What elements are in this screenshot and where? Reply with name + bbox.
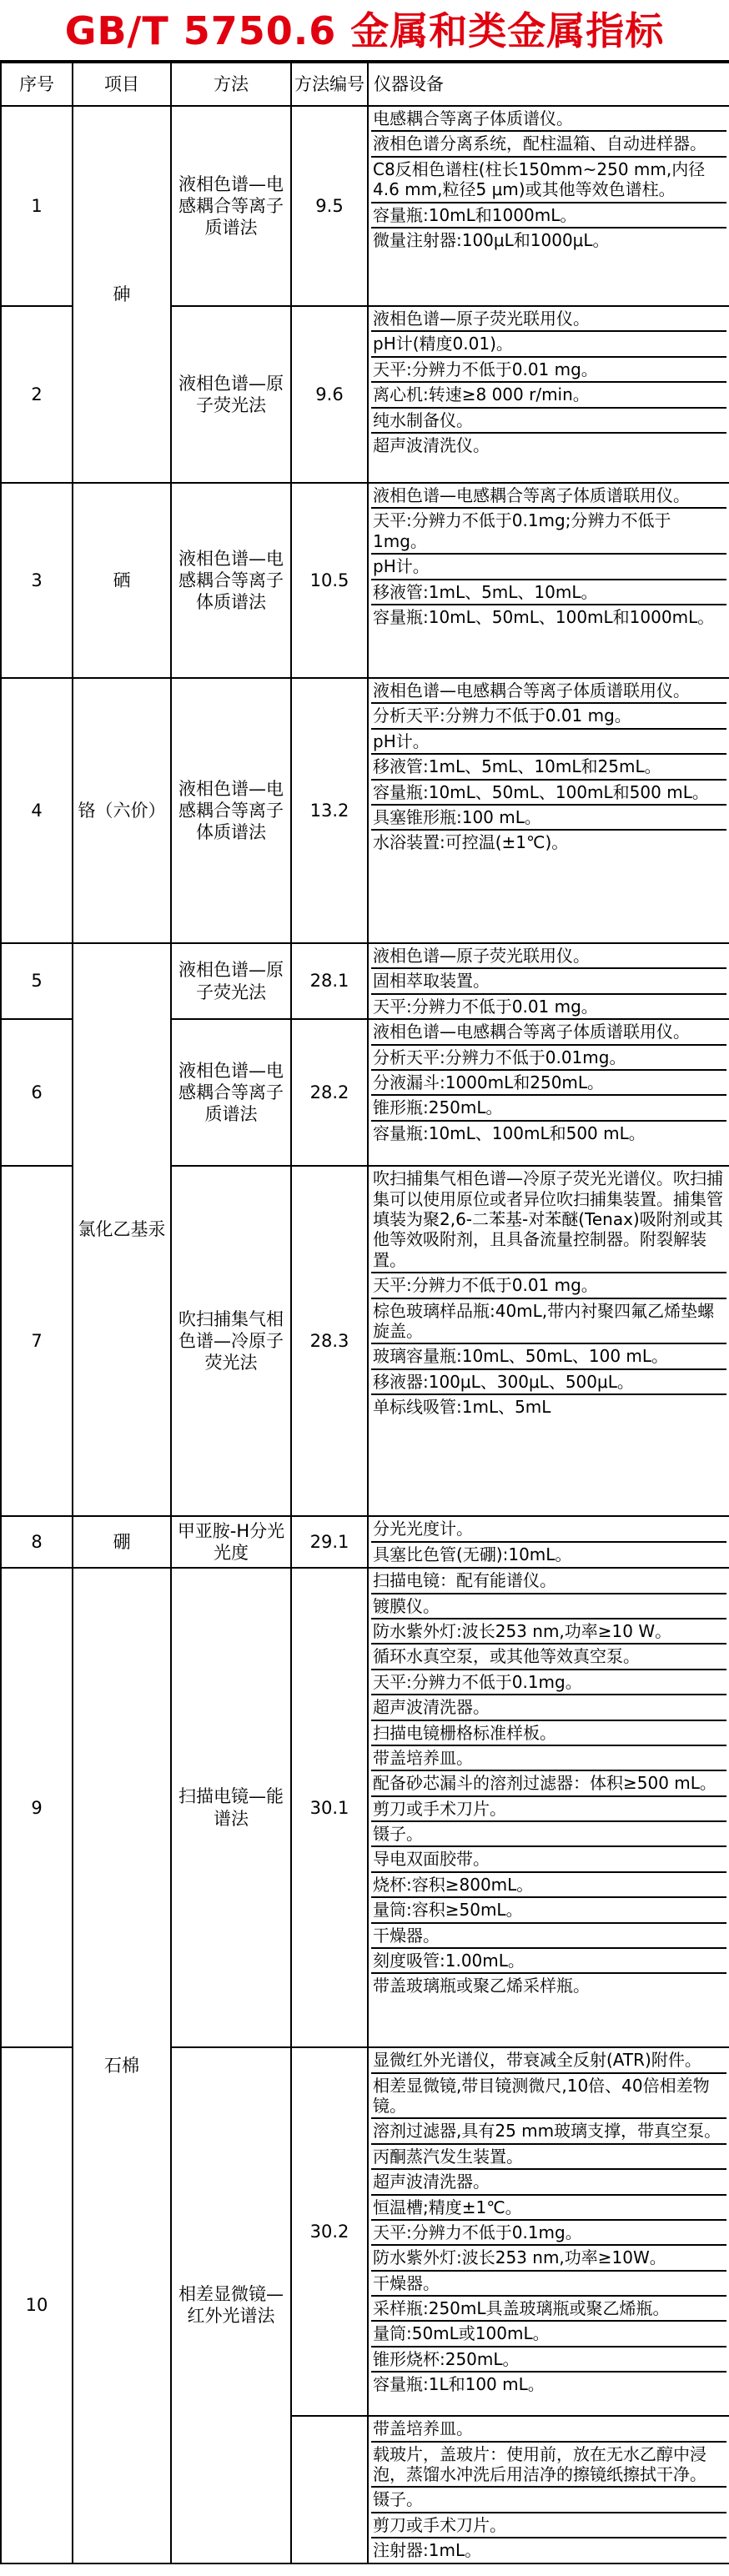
- item-cell: 铬（六价）: [73, 678, 171, 943]
- equipment-item: 分析天平:分辨力不低于0.01 mg。: [371, 704, 726, 729]
- code-cell: 13.2: [291, 678, 368, 943]
- seq-cell: 9: [1, 1568, 73, 2047]
- equipment-item: 移液器:100μL、300μL、500μL。: [371, 1370, 726, 1395]
- method-cell: 液相色谱—原子荧光法: [171, 306, 291, 483]
- method-cell: 液相色谱—电感耦合等离子体质谱法: [171, 483, 291, 678]
- equipment-item: 带盖玻璃瓶或聚乙烯采样瓶。: [373, 1976, 590, 1996]
- equipment-item: 防水紫外灯:波长253 nm,功率≥10 W。: [371, 1619, 726, 1645]
- seq-cell: 7: [1, 1166, 73, 1516]
- method-cell: 吹扫捕集气相色谱—冷原子荧光法: [171, 1166, 291, 1516]
- equipment-item: 离心机:转速≥8 000 r/min。: [371, 383, 726, 408]
- equipment-item: 超声波清洗仪。: [373, 434, 490, 455]
- equipment-cell: [368, 483, 729, 678]
- equipment-item: 防水紫外灯:波长253 nm,功率≥10W。: [371, 2246, 726, 2271]
- equipment-item: 恒温槽;精度±1℃。: [371, 2196, 726, 2221]
- equipment-cell: [368, 678, 729, 943]
- item-cell: 砷: [73, 106, 171, 483]
- method-cell: 相差显微镜—红外光谱法: [171, 2047, 291, 2563]
- equipment-item: 剪刀或手术刀片。: [371, 1797, 726, 1822]
- equipment-item: 液相色谱—原子荧光联用仪。: [371, 944, 726, 969]
- equipment-item: 量筒:50mL或100mL。: [371, 2322, 726, 2347]
- equipment-item: 干燥器。: [371, 2272, 726, 2297]
- equipment-item: 天平:分辨力不低于0.1mg。: [371, 2221, 726, 2246]
- code-cell: 28.1: [291, 943, 368, 1019]
- equipment-item: 锥形烧杯:250mL。: [371, 2348, 726, 2373]
- equipment-item: 分液漏斗:1000mL和250mL。: [371, 1071, 726, 1096]
- equipment-item: 刻度吸管:1.00mL。: [371, 1949, 726, 1974]
- seq-cell: 3: [1, 483, 73, 678]
- equipment-item: 移液管:1mL、5mL、10mL。: [371, 580, 726, 605]
- equipment-item: 带盖培养皿。: [371, 1746, 726, 1771]
- seq-cell: 1: [1, 106, 73, 306]
- equipment-item: 量筒:容积≥50mL。: [371, 1898, 726, 1923]
- code-cell: 28.2: [291, 1019, 368, 1166]
- equipment-item: 镀膜仪。: [371, 1594, 726, 1619]
- equipment-item: 丙酮蒸汽发生装置。: [371, 2145, 726, 2170]
- equipment-item: C8反相色谱柱(柱长150mm~250 mm,内径4.6 mm,粒径5 μm)或其他等效色谱柱。: [371, 158, 726, 203]
- equipment-item: 注射器:1mL。: [373, 2540, 482, 2561]
- equipment-item: 棕色玻璃样品瓶:40mL,带内衬聚四氟乙烯垫螺旋盖。: [371, 1299, 726, 1345]
- seq-cell: 2: [1, 306, 73, 483]
- table-row: [1, 1568, 729, 2047]
- equipment-item: 玻璃容量瓶:10mL、50mL、100 mL。: [371, 1344, 726, 1369]
- item-cell: 石棉: [73, 1568, 171, 2563]
- seq-cell: 5: [1, 943, 73, 1019]
- equipment-item: pH计。: [371, 555, 726, 580]
- method-cell: 液相色谱—电感耦合等离子体质谱法: [171, 678, 291, 943]
- equipment-item: 显微红外光谱仪，带衰减全反射(ATR)附件。: [371, 2048, 726, 2073]
- item-cell: 硒: [73, 483, 171, 678]
- method-cell: 液相色谱—原子荧光法: [171, 943, 291, 1019]
- seq-cell: 4: [1, 678, 73, 943]
- equipment-item: 吹扫捕集气相色谱—冷原子荧光光谱仪。吹扫捕集可以使用原位或者异位吹扫捕集装置。捕集管填装为聚2,6-二苯基-对苯醚(Tenax)吸附剂或其他等效吸附剂，且具备流量控制器。附裂解装置。: [371, 1167, 726, 1273]
- header-seq: 序号: [1, 63, 73, 106]
- equipment-item: 电感耦合等离子体质谱仪。: [371, 107, 726, 132]
- table-row: [1, 943, 729, 1019]
- equipment-item: 天平:分辨力不低于0.1mg。: [371, 1670, 726, 1695]
- equipment-item: pH计(精度0.01)。: [371, 332, 726, 357]
- equipment-item: 扫描电镜：配有能谱仪。: [371, 1569, 726, 1594]
- equipment-item: 烧杯:容积≥800mL。: [371, 1873, 726, 1898]
- header-method: 方法: [171, 63, 291, 106]
- equipment-item: 容量瓶:10mL和1000mL。: [371, 203, 726, 228]
- equipment-cell: [368, 1019, 729, 1166]
- equipment-item: 配备砂芯漏斗的溶剂过滤器：体积≥500 mL。: [371, 1771, 726, 1796]
- method-cell: 扫描电镜—能谱法: [171, 1568, 291, 2047]
- equipment-item: 容量瓶:10mL、100mL和500 mL。: [373, 1122, 646, 1143]
- seq-cell: 6: [1, 1019, 73, 1166]
- equipment-item: 单标线吸管:1mL、5mL: [373, 1397, 551, 1418]
- equipment-item: 扫描电镜栅格标准样板。: [371, 1721, 726, 1746]
- item-cell: 硼: [73, 1516, 171, 1568]
- equipment-item: 剪刀或手术刀片。: [371, 2513, 726, 2538]
- seq-cell: 8: [1, 1516, 73, 1568]
- equipment-item: 分析天平:分辨力不低于0.01mg。: [371, 1046, 726, 1071]
- equipment-cell: [368, 1568, 729, 2047]
- equipment-item: 移液管:1mL、5mL、10mL和25mL。: [371, 755, 726, 780]
- item-cell: 氯化乙基汞: [73, 943, 171, 1516]
- equipment-item: 具塞锥形瓶:100 mL。: [371, 806, 726, 831]
- equipment-item: 天平:分辨力不低于0.01 mg。: [371, 1273, 726, 1298]
- equipment-item: 镊子。: [371, 2488, 726, 2513]
- method-cell: 甲亚胺-H分光光度: [171, 1516, 291, 1568]
- equipment-item: pH计。: [371, 730, 726, 755]
- table-header-row: [1, 63, 729, 106]
- equipment-item: 循环水真空泵，或其他等效真空泵。: [371, 1645, 726, 1670]
- code-cell-empty: [291, 2416, 368, 2563]
- equipment-item: 分光光度计。: [371, 1517, 726, 1542]
- equipment-item: 导电双面胶带。: [371, 1847, 726, 1872]
- code-cell: 29.1: [291, 1516, 368, 1568]
- equipment-cell: [368, 2416, 729, 2563]
- code-cell: 10.5: [291, 483, 368, 678]
- table-row: [1, 483, 729, 678]
- equipment-item: 液相色谱—原子荧光联用仪。: [371, 307, 726, 332]
- equipment-item: 容量瓶:10mL、50mL、100mL和500 mL。: [371, 781, 726, 806]
- equipment-item: 天平:分辨力不低于0.1mg;分辨力不低于1mg。: [371, 509, 726, 555]
- equipment-table: [0, 62, 729, 2564]
- equipment-cell: [368, 1166, 729, 1516]
- equipment-item: 采样瓶:250mL具盖玻璃瓶或聚乙烯瓶。: [371, 2297, 726, 2322]
- equipment-item: 天平:分辨力不低于0.01 mg。: [371, 358, 726, 383]
- seq-cell: 10: [1, 2047, 73, 2563]
- equipment-item: 溶剂过滤器,具有25 mm玻璃支撑，带真空泵。: [371, 2119, 726, 2144]
- table-row: [1, 678, 729, 943]
- equipment-item: 纯水制备仪。: [371, 409, 726, 434]
- equipment-item: 微量注射器:100μL和1000μL。: [373, 229, 610, 250]
- equipment-item: 镊子。: [371, 1822, 726, 1847]
- equipment-item: 液相色谱—电感耦合等离子体质谱联用仪。: [371, 484, 726, 509]
- equipment-item: 带盖培养皿。: [371, 2417, 726, 2442]
- equipment-item: 天平:分辨力不低于0.01 mg。: [373, 996, 598, 1017]
- equipment-item: 固相萃取装置。: [371, 969, 726, 994]
- equipment-cell: [368, 943, 729, 1019]
- code-cell: 9.6: [291, 306, 368, 483]
- equipment-item: 载玻片，盖玻片：使用前，放在无水乙醇中浸泡，蒸馏水冲洗后用洁净的擦镜纸擦拭干净。: [371, 2443, 726, 2488]
- equipment-item: 相差显微镜,带目镜测微尺,10倍、40倍相差物镜。: [371, 2074, 726, 2120]
- equipment-cell: [368, 2047, 729, 2416]
- table-row: [1, 106, 729, 306]
- code-cell: 28.3: [291, 1166, 368, 1516]
- equipment-item: 液相色谱—电感耦合等离子体质谱联用仪。: [371, 679, 726, 704]
- equipment-item: 液相色谱—电感耦合等离子体质谱联用仪。: [371, 1020, 726, 1045]
- equipment-cell: [368, 1516, 729, 1568]
- method-cell: 液相色谱—电感耦合等离子质谱法: [171, 1019, 291, 1166]
- code-cell: 30.1: [291, 1568, 368, 2047]
- code-cell: 9.5: [291, 106, 368, 306]
- equipment-cell: [368, 306, 729, 483]
- equipment-item: 容量瓶:10mL、50mL、100mL和1000mL。: [373, 606, 715, 627]
- header-item: 项目: [73, 63, 171, 106]
- equipment-cell: [368, 106, 729, 306]
- equipment-item: 干燥器。: [371, 1924, 726, 1949]
- header-code: 方法编号: [291, 63, 368, 106]
- equipment-item: 超声波清洗器。: [371, 1695, 726, 1720]
- equipment-item: 超声波清洗器。: [371, 2170, 726, 2195]
- page-title: GB/T 5750.6 金属和类金属指标: [0, 0, 729, 62]
- code-cell: 30.2: [291, 2047, 368, 2416]
- equipment-item: 锥形瓶:250mL。: [371, 1096, 726, 1121]
- equipment-item: 具塞比色管(无硼):10mL。: [373, 1544, 572, 1564]
- method-cell: 液相色谱—电感耦合等离子质谱法: [171, 106, 291, 306]
- header-equipment: 仪器设备: [368, 63, 729, 106]
- equipment-item: 水浴装置:可控温(±1℃)。: [373, 832, 569, 853]
- equipment-item: 液相色谱分离系统，配柱温箱、自动进样器。: [371, 132, 726, 157]
- table-row: [1, 1516, 729, 1568]
- equipment-item: 容量瓶:1L和100 mL。: [373, 2374, 545, 2395]
